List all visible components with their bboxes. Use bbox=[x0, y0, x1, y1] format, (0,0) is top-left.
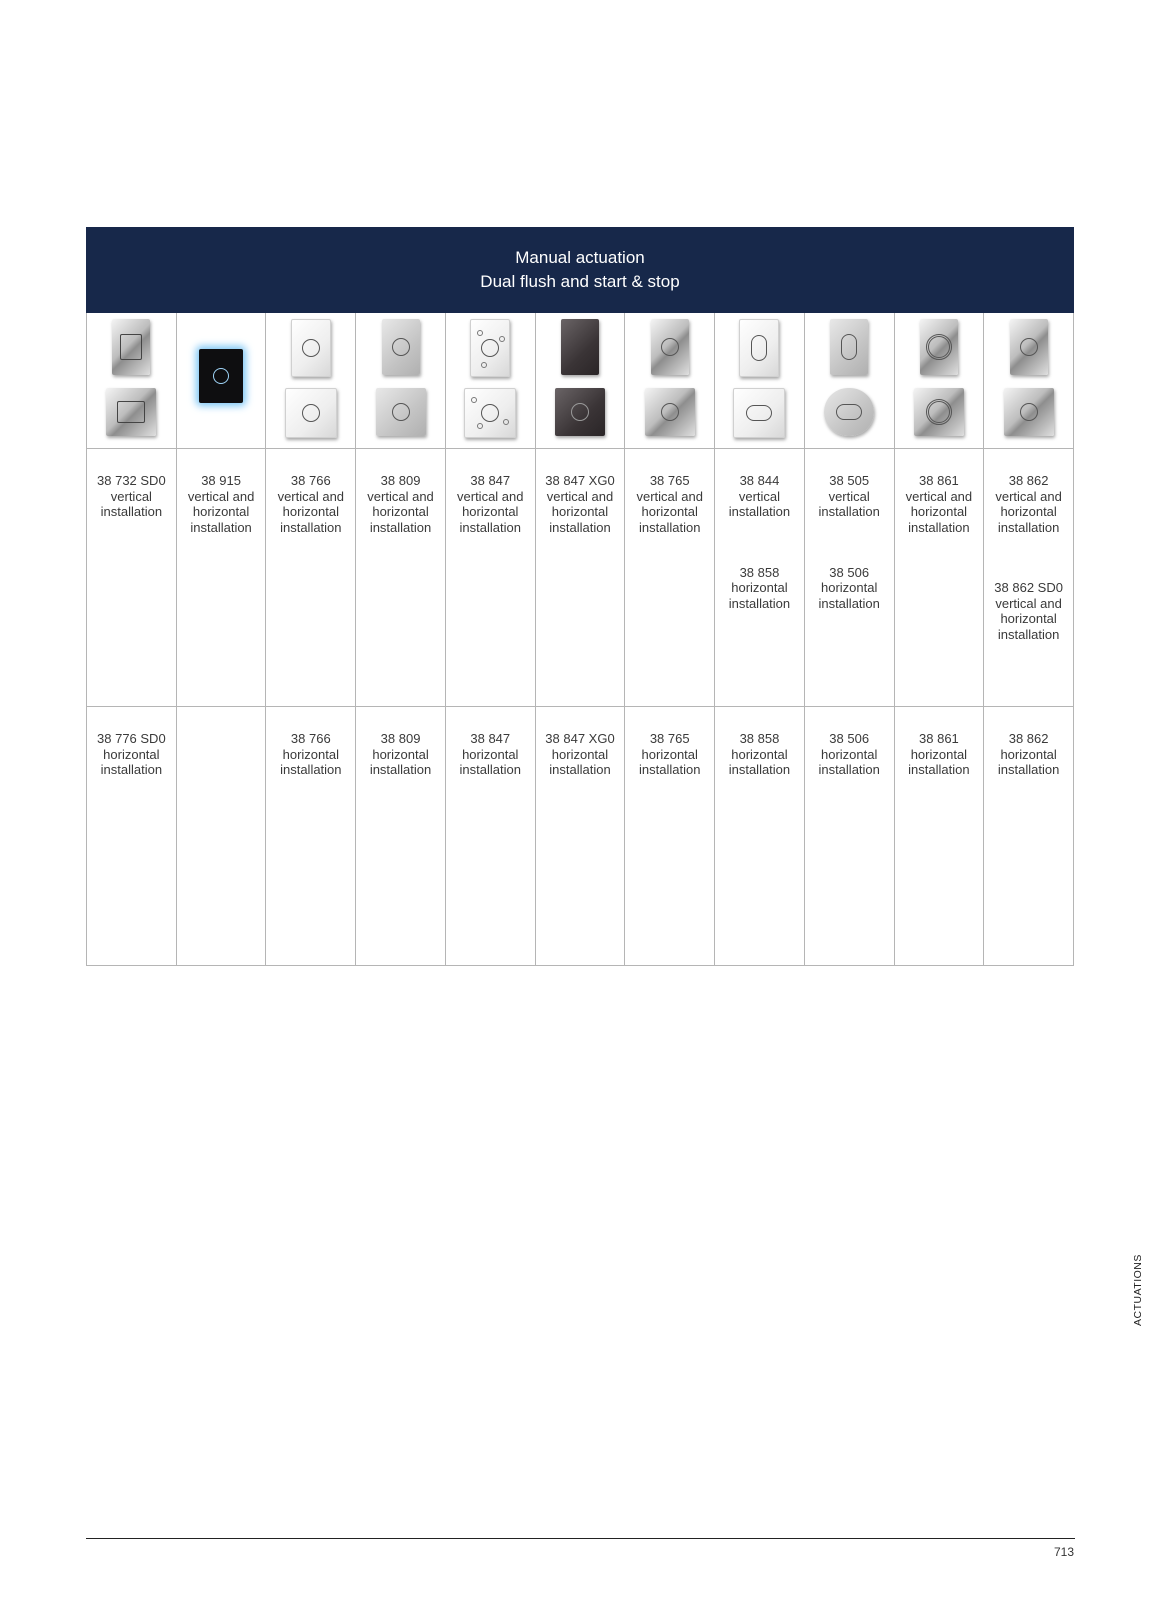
product-image-cell bbox=[984, 313, 1074, 449]
product-image-cell bbox=[805, 313, 895, 449]
oval-matt-plate-icon bbox=[824, 388, 874, 436]
product-entry bbox=[87, 473, 176, 520]
product-code: 38 915 bbox=[201, 473, 241, 488]
product-image-cell bbox=[536, 313, 626, 449]
product-code: 38 809 bbox=[380, 473, 421, 488]
product-entry bbox=[177, 473, 266, 535]
product-entry bbox=[984, 473, 1073, 535]
installation-description: vertical and horizontal installation bbox=[277, 488, 345, 535]
installation-description: vertical installation bbox=[100, 488, 163, 519]
installation-description: vertical and horizontal installation bbox=[546, 488, 614, 535]
round-chrome-plate-icon bbox=[1010, 319, 1048, 375]
installation-description: horizontal installation bbox=[459, 746, 521, 777]
installation-description: vertical and horizontal installation bbox=[995, 595, 1062, 642]
round-button-matt-plate-icon bbox=[382, 319, 420, 375]
installation-description: vertical and horizontal installation bbox=[187, 488, 255, 535]
product-entry bbox=[625, 731, 714, 778]
product-entry bbox=[536, 731, 625, 778]
product-image-cell bbox=[356, 313, 446, 449]
product-entry bbox=[805, 731, 894, 778]
product-image-cell bbox=[895, 313, 985, 449]
product-cell bbox=[536, 449, 626, 707]
installation-description: vertical installation bbox=[818, 488, 880, 519]
installation-description: horizontal installation bbox=[997, 746, 1060, 777]
header-subtitle: Dual flush and start & stop bbox=[480, 272, 680, 291]
oval-button-plate-icon bbox=[733, 388, 785, 438]
product-code: 38 809 bbox=[380, 731, 421, 746]
product-entry bbox=[536, 473, 625, 535]
product-entry bbox=[984, 580, 1073, 642]
round-button-chrome-plate-icon bbox=[651, 319, 689, 375]
product-code: 38 844 bbox=[739, 473, 780, 488]
product-code: 38 732 SD0 bbox=[97, 473, 166, 488]
dark-plate-icon bbox=[555, 388, 605, 436]
round-button-white-plate-icon bbox=[285, 388, 337, 438]
footer-divider bbox=[86, 1538, 1075, 1539]
product-code: 38 861 bbox=[919, 473, 959, 488]
bubbles-white-plate-icon bbox=[470, 319, 510, 377]
swirl-chrome-plate-icon bbox=[920, 319, 958, 375]
product-cell bbox=[984, 449, 1074, 707]
rectangular-button-plate-icon bbox=[106, 388, 156, 436]
product-code: 38 858 bbox=[739, 564, 780, 580]
actuation-table bbox=[86, 227, 1074, 966]
installation-description: horizontal installation bbox=[818, 746, 880, 777]
installation-description: horizontal installation bbox=[728, 746, 791, 777]
installation-description: horizontal installation bbox=[369, 746, 432, 777]
product-code: 38 847 XG0 bbox=[545, 731, 615, 746]
oval-button-plate-icon bbox=[739, 319, 779, 377]
product-code: 38 847 bbox=[470, 731, 511, 746]
product-cell bbox=[446, 449, 536, 707]
product-code: 38 765 bbox=[649, 731, 690, 746]
product-code: 38 862 bbox=[1008, 473, 1049, 488]
installation-description: horizontal installation bbox=[639, 746, 701, 777]
product-code: 38 847 bbox=[470, 473, 511, 488]
installation-description: vertical and horizontal installation bbox=[636, 488, 703, 535]
installation-description: horizontal installation bbox=[908, 746, 970, 777]
product-code: 38 506 bbox=[829, 564, 870, 580]
product-cell bbox=[87, 449, 177, 707]
product-image-cell bbox=[87, 313, 177, 449]
product-cell bbox=[266, 707, 356, 966]
product-cell bbox=[805, 449, 895, 707]
product-image-cell bbox=[266, 313, 356, 449]
bubbles-white-plate-icon bbox=[464, 388, 516, 438]
product-entry bbox=[715, 565, 804, 612]
product-cell bbox=[895, 449, 985, 707]
product-code: 38 505 bbox=[829, 473, 870, 488]
product-entry bbox=[446, 731, 535, 778]
product-entry bbox=[356, 473, 445, 535]
product-cell bbox=[625, 707, 715, 966]
installation-description: horizontal installation bbox=[100, 746, 163, 777]
table-header-band bbox=[86, 227, 1074, 313]
product-entry bbox=[805, 473, 894, 520]
product-code: 38 766 bbox=[290, 473, 331, 488]
product-entry bbox=[805, 565, 894, 612]
product-code: 38 776 SD0 bbox=[97, 731, 166, 746]
product-image-cell bbox=[715, 313, 805, 449]
header-title: Manual actuation bbox=[515, 248, 645, 267]
product-image-cell bbox=[177, 313, 267, 449]
product-cell bbox=[715, 707, 805, 966]
product-entry bbox=[446, 473, 535, 535]
image-row bbox=[86, 313, 1074, 449]
product-entry bbox=[895, 731, 984, 778]
installation-description: vertical and horizontal installation bbox=[905, 488, 973, 535]
product-cell bbox=[356, 449, 446, 707]
product-entry bbox=[715, 473, 804, 520]
product-entry bbox=[356, 731, 445, 778]
product-entry bbox=[895, 473, 984, 535]
horizontal-installation-row bbox=[86, 707, 1074, 966]
product-entry bbox=[87, 731, 176, 778]
product-entry bbox=[266, 731, 355, 778]
product-code: 38 862 SD0 bbox=[994, 580, 1063, 595]
dark-plate-icon bbox=[561, 319, 599, 375]
round-button-chrome-plate-icon bbox=[645, 388, 695, 436]
product-cell bbox=[895, 707, 985, 966]
product-entry bbox=[984, 731, 1073, 778]
product-code: 38 847 XG0 bbox=[545, 473, 615, 488]
installation-description: vertical and horizontal installation bbox=[995, 488, 1062, 535]
swirl-chrome-plate-icon bbox=[914, 388, 964, 436]
product-code: 38 765 bbox=[649, 473, 690, 488]
product-cell bbox=[266, 449, 356, 707]
product-entry bbox=[715, 731, 804, 778]
installation-description: vertical and horizontal installation bbox=[457, 488, 524, 535]
product-code: 38 862 bbox=[1008, 731, 1049, 746]
product-image-cell bbox=[625, 313, 715, 449]
product-code: 38 861 bbox=[919, 731, 959, 746]
round-chrome-plate-icon bbox=[1004, 388, 1054, 436]
illuminated-black-plate-icon bbox=[199, 349, 243, 403]
product-code: 38 858 bbox=[739, 731, 780, 746]
oval-matt-plate-icon bbox=[830, 319, 868, 375]
product-cell bbox=[625, 449, 715, 707]
installation-description: vertical installation bbox=[728, 488, 791, 519]
round-button-white-plate-icon bbox=[291, 319, 331, 377]
rectangular-button-plate-icon bbox=[112, 319, 150, 375]
installation-description: horizontal installation bbox=[818, 580, 880, 611]
installation-description: horizontal installation bbox=[549, 746, 611, 777]
product-cell bbox=[984, 707, 1074, 966]
product-entry bbox=[266, 473, 355, 535]
product-image-cell bbox=[446, 313, 536, 449]
vertical-installation-row bbox=[86, 449, 1074, 707]
installation-description: horizontal installation bbox=[728, 580, 791, 611]
round-button-matt-plate-icon bbox=[376, 388, 426, 436]
product-cell bbox=[805, 707, 895, 966]
product-cell bbox=[536, 707, 626, 966]
product-cell bbox=[87, 707, 177, 966]
product-code: 38 766 bbox=[290, 731, 331, 746]
product-cell bbox=[356, 707, 446, 966]
section-side-label: ACTUATIONS bbox=[1132, 1254, 1144, 1326]
product-cell bbox=[177, 449, 267, 707]
product-cell bbox=[177, 707, 267, 966]
installation-description: vertical and horizontal installation bbox=[367, 488, 434, 535]
page-number: 713 bbox=[1053, 1545, 1074, 1559]
product-cell bbox=[715, 449, 805, 707]
product-code: 38 506 bbox=[829, 731, 870, 746]
product-cell bbox=[446, 707, 536, 966]
installation-description: horizontal installation bbox=[280, 746, 342, 777]
product-entry bbox=[625, 473, 714, 535]
